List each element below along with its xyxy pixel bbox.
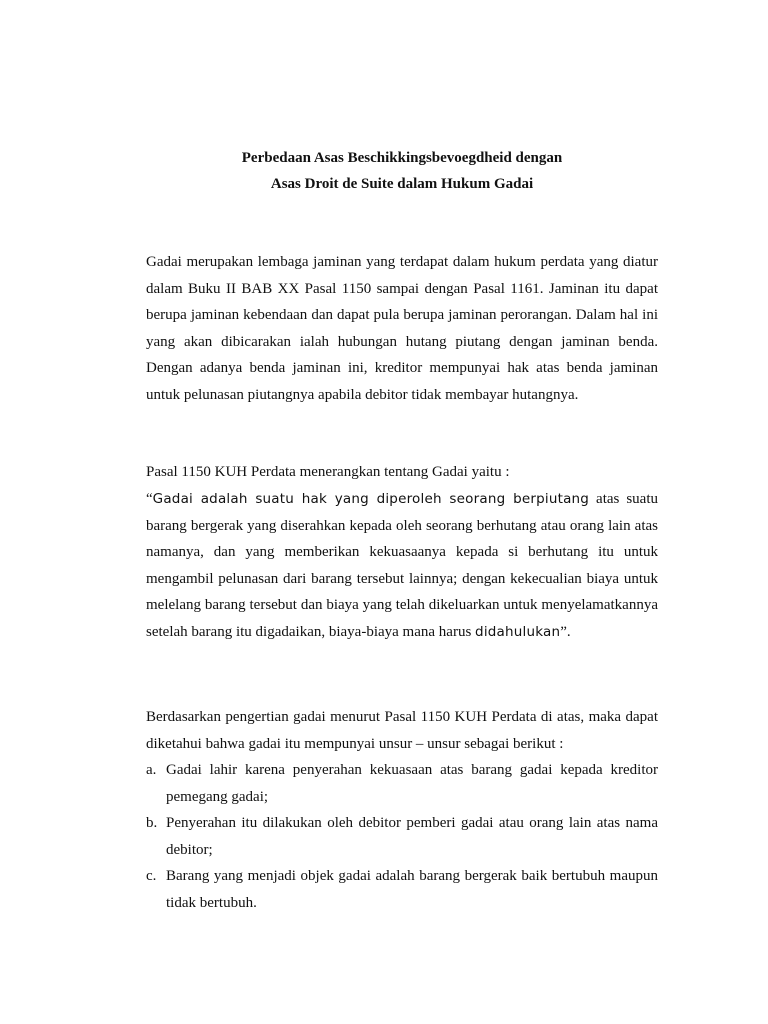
- quote-open-mark: “: [146, 491, 153, 507]
- list-item: [146, 810, 658, 863]
- title-line-1: Perbedaan Asas Beschikkingsbevoegdheid dengan: [241, 150, 563, 166]
- quote-handwritten-end: didahulukan: [475, 623, 561, 640]
- quote-close-mark: ”.: [560, 623, 571, 640]
- list-item: [146, 757, 658, 810]
- list-item-text: Gadai lahir karena penyerahan kekuasaan atas barang gadai kepada kreditor pemegang gadai;: [166, 762, 658, 805]
- list-item-text: Penyerahan itu dilakukan oleh debitor pemberi gadai atau orang lain atas nama debitor;: [166, 815, 658, 858]
- paragraph-pasal-intro: Pasal 1150 KUH Perdata menerangkan tentang Gadai yaitu :: [146, 464, 510, 480]
- paragraph-unsur: Berdasarkan pengertian gadai menurut Pasal 1150 KUH Perdata di atas, maka dapat diketahui bahwa gadai itu mempunyai unsur – unsur sebagai berikut :: [146, 709, 658, 752]
- list-marker: c.: [146, 868, 157, 885]
- paragraph-intro: Gadai merupakan lembaga jaminan yang terdapat dalam hukum perdata yang diatur dalam Buku II BAB XX Pasal 1150 sampai dengan Pasal 1161. Jaminan itu dapat berupa jaminan kebendaan dan dapat pula berupa jaminan perorangan. Dalam hal ini yang akan dibicarakan ialah hubungan hutang piutang dengan jaminan benda. Dengan adanya benda jaminan ini, kreditor mempunyai hak atas benda jaminan untuk pelunasan piutangnya apabila debitor tidak membayar hutangnya.: [146, 254, 658, 403]
- quote-pasal-1150: [146, 486, 658, 646]
- list-marker: a.: [146, 762, 157, 778]
- document-title: [146, 145, 658, 197]
- list-item-text: Barang yang menjadi objek gadai adalah barang bergerak baik bertubuh maupun tidak bertubuh.: [166, 868, 658, 911]
- title-line-2: Asas Droit de Suite dalam Hukum Gadai: [270, 176, 534, 192]
- list-item: [146, 863, 658, 916]
- quote-body: atas suatu barang bergerak yang diserahkan kepada oleh seorang berhutang atau orang lain atas namanya, dan yang memberikan kekuasaanya kepada si berhutang itu untuk mengambil pelunasan dari barang tersebut lainnya; dengan kekecualian biaya untuk melelang barang tersebut dan biaya yang telah dikeluarkan untuk menyelamatkannya setelah barang itu digadaikan, biaya-biaya mana harus: [146, 491, 658, 640]
- quote-handwritten-start: Gadai adalah suatu hak yang diperoleh seorang berpiutang: [152, 491, 590, 507]
- unsur-list: [146, 757, 658, 917]
- list-marker: b.: [146, 815, 158, 832]
